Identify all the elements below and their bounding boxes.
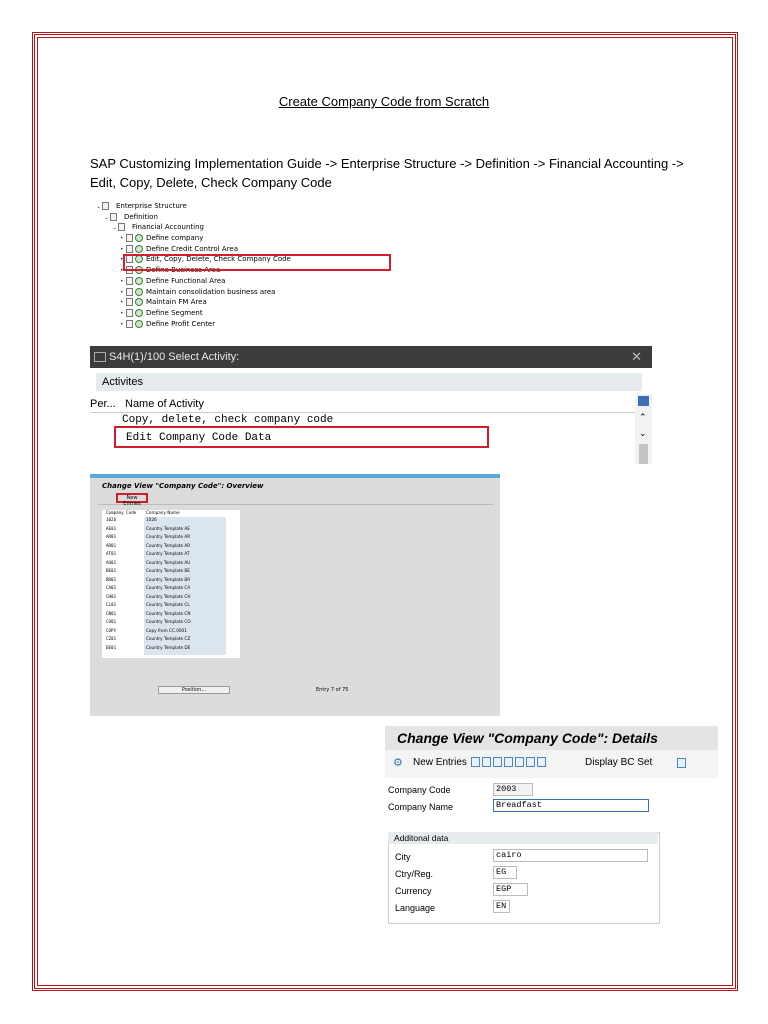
ctry-input[interactable]: EG: [493, 866, 517, 879]
city-input[interactable]: cairo: [493, 849, 648, 862]
scroll-up-icon[interactable]: ⌃: [639, 412, 647, 422]
execute-icon: [135, 320, 143, 328]
top-accent: [90, 474, 500, 478]
activity-row-copy[interactable]: Copy, delete, check company code: [122, 414, 334, 426]
tree-item[interactable]: • Maintain FM Area: [120, 298, 207, 307]
page-title: Create Company Code from Scratch: [278, 94, 490, 109]
cell-code: CL01: [106, 602, 117, 607]
select-all-icon[interactable]: [515, 757, 524, 767]
doc-icon: [126, 234, 133, 242]
ctry-label: Ctry/Reg.: [395, 869, 434, 879]
tree-item[interactable]: • Define Functional Area: [120, 276, 226, 285]
language-label: Language: [395, 903, 436, 913]
cell-code: BR01: [106, 576, 117, 582]
doc-icon: [126, 277, 133, 285]
cell-name: Country Template AR: [146, 534, 191, 539]
execute-icon: [135, 309, 143, 317]
deselect-icon[interactable]: [526, 757, 535, 767]
cell-code: CH01: [106, 593, 117, 599]
table-row[interactable]: [102, 619, 226, 625]
cell-code: AU01: [106, 559, 117, 565]
company-code-field: 2003: [493, 783, 533, 796]
tree-node-fin-accounting[interactable]: ⌄ Financial Accounting: [112, 223, 204, 232]
table-row[interactable]: [102, 534, 226, 540]
tree-item[interactable]: • Define company: [120, 234, 204, 243]
scrollbar[interactable]: [635, 394, 652, 464]
cell-code: AR01: [106, 542, 117, 548]
delete-icon[interactable]: [482, 757, 491, 767]
cell-name: 1026: [146, 517, 157, 522]
tree-item-edit-company-code[interactable]: • Edit, Copy, Delete, Check Company Code: [120, 255, 291, 264]
customizing-path: SAP Customizing Implementation Guide -> Enterprise Structure -> Definition -> Financial Accounting -> Edit, Copy, Delete, Check Company Code: [90, 156, 684, 190]
details-toolbar: [385, 750, 718, 778]
table-row[interactable]: [102, 602, 226, 608]
execute-icon: [135, 298, 143, 306]
cell-name: Country Template CH: [146, 593, 191, 599]
close-icon[interactable]: ✕: [631, 349, 642, 364]
cell-name: Country Template CO: [146, 619, 191, 624]
tree-item[interactable]: • Define Profit Center: [120, 319, 216, 328]
col-name: Name of Activity: [125, 398, 204, 410]
tree-item[interactable]: • Define Business Area: [120, 266, 221, 275]
cell-name: Country Template CA: [146, 585, 191, 590]
execute-icon: [135, 234, 143, 242]
table-row[interactable]: [102, 526, 226, 532]
highlight-box: [114, 426, 489, 448]
table-row[interactable]: [102, 611, 226, 617]
table-row[interactable]: [102, 543, 226, 549]
doc-icon: [126, 288, 133, 296]
col-per: Per...: [90, 398, 116, 410]
cell-name: Country Template AT: [146, 551, 190, 556]
dialog-title: S4H(1)/100 Select Activity:: [109, 351, 240, 363]
doc-icon: [126, 298, 133, 306]
cell-code: CO01: [106, 619, 117, 624]
cell-name: Country Template CZ: [146, 636, 191, 641]
dialog-titlebar: [90, 346, 652, 368]
cell-name: Country Template BR: [146, 576, 191, 582]
details-header: [385, 726, 718, 750]
currency-input[interactable]: EGP: [493, 883, 528, 896]
details-title: Change View "Company Code": Details: [397, 730, 658, 746]
cell-code: 1026: [106, 517, 117, 522]
cell-name: Country Template BE: [146, 568, 190, 573]
export-icon[interactable]: [677, 758, 686, 768]
navigate-icon[interactable]: [504, 757, 513, 767]
tree-node-root[interactable]: ⌄ Enterprise Structure: [96, 202, 187, 210]
cell-name: Country Template DE: [146, 644, 191, 650]
company-code-label: Company Code: [388, 785, 451, 795]
bc-set-icon[interactable]: [537, 757, 546, 767]
tree-item[interactable]: • Define Credit Control Area: [120, 244, 238, 253]
language-input[interactable]: EN: [493, 900, 510, 913]
toolbar: [98, 493, 493, 505]
new-entries-button[interactable]: New Entries: [413, 757, 467, 768]
glasses-icon[interactable]: ⚙: [393, 757, 403, 769]
cell-name: Country Template AU: [146, 559, 191, 565]
table-row[interactable]: [102, 577, 226, 583]
doc-icon: [126, 309, 133, 317]
position-button[interactable]: Position...: [158, 686, 230, 694]
table-header: [102, 510, 226, 516]
cell-code: CA01: [106, 585, 117, 590]
section-title: Activites: [96, 373, 642, 391]
overview-title: Change View "Company Code": Overview: [102, 482, 264, 490]
cell-code: AT01: [106, 551, 117, 556]
additional-data-title: Additonal data: [388, 832, 658, 844]
activity-row-edit[interactable]: Edit Company Code Data: [126, 432, 272, 444]
cell-code: CZ01: [106, 636, 117, 641]
doc-icon: [126, 245, 133, 253]
cell-code: AR01: [106, 534, 117, 539]
scroll-down-icon[interactable]: ⌄: [639, 428, 647, 438]
cell-name: Country Template AE: [146, 525, 190, 531]
col-name: Company Name: [146, 510, 180, 515]
cell-name: Country Template AR: [146, 542, 191, 548]
company-name-label: Company Name: [388, 802, 454, 812]
cell-code: AE01: [106, 525, 117, 531]
copy-icon[interactable]: [471, 757, 480, 767]
folder-icon: [102, 202, 109, 210]
overview-screen: [90, 474, 500, 716]
cell-code: COPY: [106, 627, 117, 633]
col-code: Company Code: [106, 510, 137, 515]
table-row[interactable]: [102, 517, 226, 523]
table-row[interactable]: [102, 628, 226, 634]
scroll-thumb[interactable]: [639, 444, 648, 464]
execute-icon: [135, 288, 143, 296]
highlight-box: [123, 254, 391, 271]
cell-name: Country Template CL: [146, 602, 190, 607]
toolbar-icons: [471, 750, 548, 776]
cell-code: DE01: [106, 644, 117, 650]
table-row[interactable]: [102, 551, 226, 557]
undo-icon[interactable]: [493, 757, 502, 767]
company-code-table: [102, 510, 240, 658]
table-row[interactable]: [102, 594, 226, 600]
doc-icon: [126, 320, 133, 328]
cell-name: Country Template CN: [146, 610, 191, 616]
tree-item[interactable]: • Define Segment: [120, 308, 203, 317]
columns-icon[interactable]: [638, 396, 649, 406]
window-icon: [94, 352, 106, 362]
table-row[interactable]: [102, 636, 226, 642]
table-header: [90, 396, 635, 413]
display-bc-set-button[interactable]: Display BC Set: [585, 757, 653, 768]
table-row[interactable]: [102, 560, 226, 566]
city-label: City: [395, 852, 411, 862]
tree-node-definition[interactable]: ⌄ Definition: [104, 212, 158, 221]
folder-icon: [118, 223, 125, 231]
entry-count: Entry 7 of 75: [316, 687, 349, 693]
new-entries-button[interactable]: New Entries: [116, 493, 148, 503]
table-row[interactable]: [102, 585, 226, 591]
company-name-input[interactable]: Breadfast: [493, 799, 649, 812]
currency-label: Currency: [395, 886, 432, 896]
execute-icon: [135, 277, 143, 285]
folder-icon: [110, 213, 117, 221]
details-screen: [385, 726, 718, 931]
cell-code: BE01: [106, 568, 117, 573]
table-row[interactable]: [102, 568, 226, 574]
table-row[interactable]: [102, 645, 226, 651]
cell-name: Copy from CC.0001: [146, 627, 187, 633]
cell-code: CN01: [106, 610, 117, 616]
execute-icon: [135, 245, 143, 253]
tree-item[interactable]: • Maintain consolidation business area: [120, 287, 276, 296]
